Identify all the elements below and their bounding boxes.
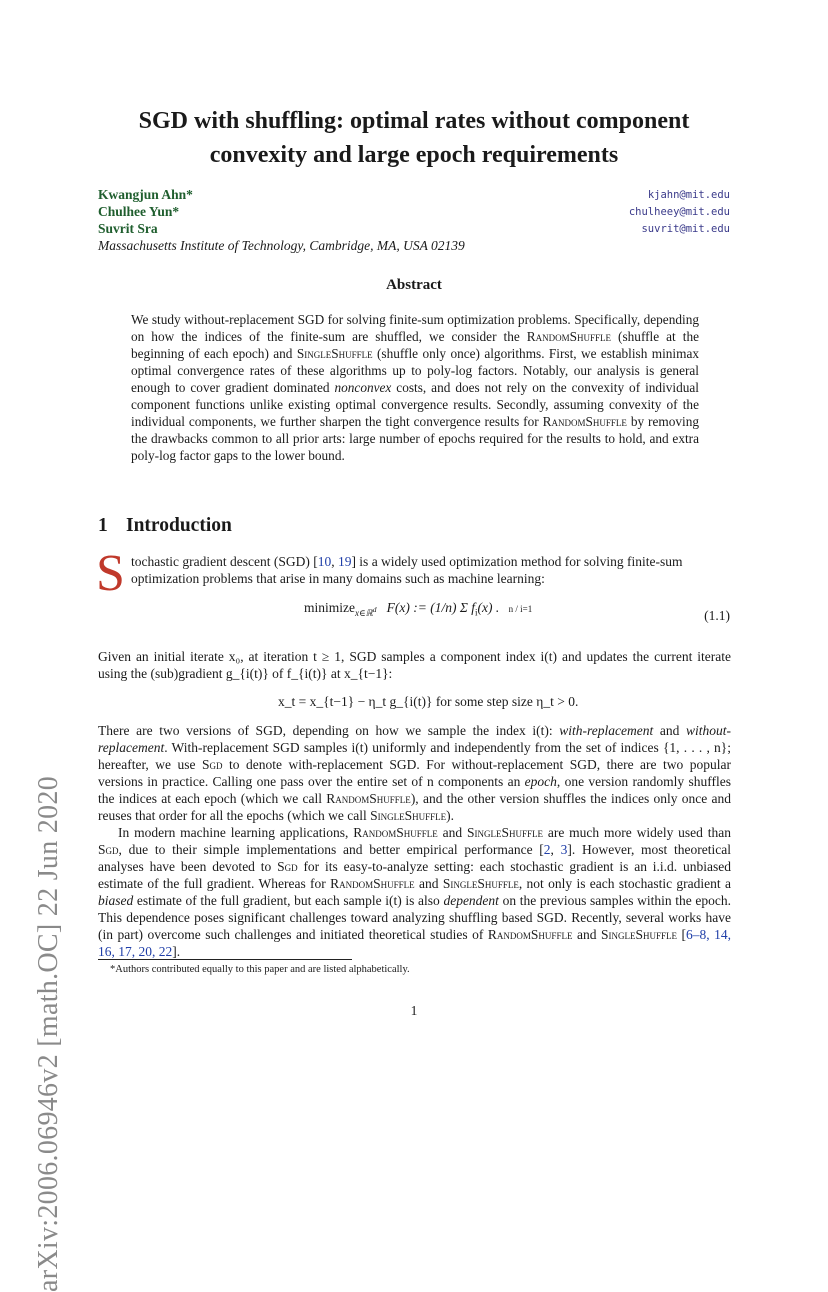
citation-link[interactable]: 2	[543, 842, 551, 857]
affiliation: Massachusetts Institute of Technology, Cambridge, MA, USA 02139	[98, 238, 465, 253]
abstract-text: (shuffle only once) algorithms. First, we establish minimax optimal convergence rates of these algorithms up to poly-log factors. Notably, our analysis is general enough to cover gradient dominated	[131, 346, 700, 395]
paper-title	[100, 104, 728, 172]
author-email[interactable]: suvrit@mit.edu	[641, 223, 730, 235]
citation-link[interactable]: 3	[560, 842, 568, 857]
footnote-rule	[98, 959, 352, 960]
paragraph-versions: There are two versions of SGD, depending on how we sample the index i(t): with-replacement and without-replacement. With-replacement SGD samples i(t) uniformly and independently from the set of indices {1, . . . , n}; hereafter, we use Sgd to denote with-replacement SGD. For without-replacement SGD, there are two popular versions in practice. Calling one pass over the entire set of n components an epoch, one version randomly shuffles the indices at each epoch (which we call RandomShuffle), and the other version shuffles the indices only once and reuses that order for all the epochs (which we call SingleShuffle).	[98, 723, 732, 823]
author-emails	[629, 187, 730, 238]
nonconvex-term: nonconvex	[334, 380, 392, 395]
author-email[interactable]: kjahn@mit.edu	[647, 189, 730, 201]
drop-cap: S	[96, 545, 125, 602]
author-name: Suvrit Sra	[98, 221, 158, 236]
abstract-heading: Abstract	[386, 277, 442, 293]
citation-link[interactable]: 6–8, 14, 16, 17, 20, 22	[98, 927, 732, 959]
equation-update: x_t = x_{t−1} − η_t g_{i(t)} for some step size η_t > 0.	[278, 694, 579, 709]
citation-link[interactable]: 10	[317, 554, 332, 569]
section-title: Introduction	[126, 515, 232, 536]
author-name: Chulhee Yun*	[98, 204, 180, 219]
title-line-1: SGD with shuffling: optimal rates without component	[138, 108, 690, 134]
section-heading	[98, 515, 232, 537]
abstract-text: by removing the drawbacks common to all prior arts: large number of epochs required for the results to hold, and extra poly-log factor gaps to the lower bound.	[131, 414, 700, 463]
equation-number: (1.1)	[704, 608, 730, 623]
title-line-2: convexity and large epoch requirements	[209, 142, 619, 168]
abstract-text: We study without-replacement SGD for solving finite-sum optimization problems. Specifically, depending on how the indices of the finite-sum are shuffled, we consider the	[131, 312, 699, 344]
abstract-body	[131, 311, 699, 464]
intro-line-1: tochastic gradient descent (SGD) [10, 19] is a widely used optimization method for solving finite-sum	[131, 554, 683, 569]
intro-line-2: optimization problems that arise in many domains such as machine learning:	[131, 571, 545, 586]
footnote: *Authors contributed equally to this paper and are listed alphabetically.	[110, 964, 410, 975]
randomshuffle-term: RandomShuffle	[542, 414, 627, 429]
page-number: 1	[410, 1003, 418, 1018]
author-list	[98, 186, 465, 254]
paragraph-modern: In modern machine learning applications, RandomShuffle and SingleShuffle are much more widely used than Sgd, due to their simple implementations and better empirical performance [2, 3]. However, most theoretical analyses have been devoted to Sgd for its easy-to-analyze setting: each stochastic gradient is an i.i.d. unbiased estimate of the full gradient. Whereas for RandomShuffle and SingleShuffle, not only is each stochastic gradient a biased estimate of the full gradient, but each sample i(t) is also dependent on the previous samples within the epoch. This dependence poses significant challenges toward analyzing shuffling based SGD. Recently, several works have (in part) overcome such challenges and initiated theoretical studies of RandomShuffle and SingleShuffle [6–8, 14, 16, 17, 20, 22].	[98, 825, 732, 959]
section-number: 1	[98, 515, 108, 536]
equation-1-1: minimize$_{x\in ℝ^d}$ F(x) := (1/n) Σ $f_i(x)$ . n / i=1	[304, 600, 533, 618]
abstract-text: costs, and does not rely on the convexity of individual component functions unlike existing optimal convergence results. Secondly, assuming convexity of the individual components, we further sharpen the tight convergence results for	[131, 380, 699, 429]
arxiv-identifier: arXiv:2006.06946v2 [math.OC] 22 Jun 2020	[33, 776, 64, 1292]
abstract-text: (shuffle at the beginning of each epoch) and	[131, 329, 699, 361]
author-email[interactable]: chulheey@mit.edu	[628, 206, 730, 218]
randomshuffle-term: RandomShuffle	[526, 329, 612, 344]
intro-first-lines	[131, 553, 731, 587]
citation-link[interactable]: 19	[337, 554, 352, 569]
singleshuffle-term: SingleShuffle	[296, 346, 373, 361]
paragraph-given: Given an initial iterate x₀, at iteration t ≥ 1, SGD samples a component index i(t) and updates the current iterate using the (sub)gradient g_{i(t)} of f_{i(t)} at x_{t−1}:	[98, 649, 731, 681]
author-name: Kwangjun Ahn*	[98, 187, 193, 202]
